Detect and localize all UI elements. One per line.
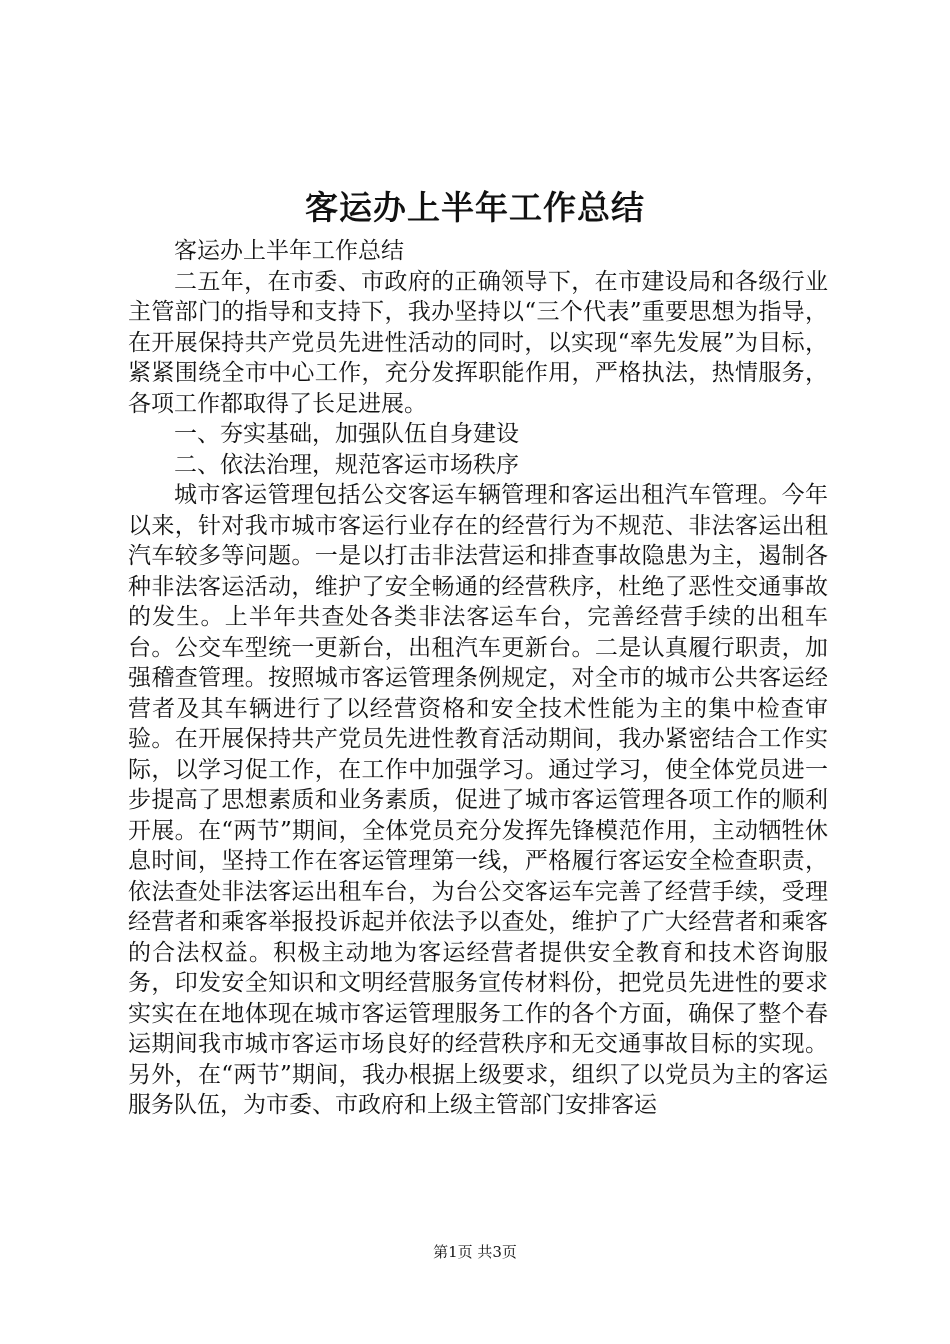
- paragraph-intro: 二五年，在市委、市政府的正确领导下，在市建设局和各级行业主管部门的指导和支持下，我办坚持以“三个代表”重要思想为指导，在开展保持共产党员先进性活动的同时，以实现“率先发展”为目标，紧紧围绕全市中心工作，充分发挥职能作用，严格执法，热情服务，各项工作都取得了长足进展。: [128, 268, 828, 417]
- section-heading-2: 二、依法治理，规范客运市场秩序: [174, 451, 519, 478]
- document-title: 客运办上半年工作总结: [305, 188, 645, 227]
- section-heading-1: 一、夯实基础，加强队伍自身建设: [174, 421, 519, 447]
- page-footer: 第1页 共3页: [433, 1243, 517, 1261]
- document-body: [128, 236, 828, 1121]
- paragraph-subtitle: 客运办上半年工作总结: [174, 238, 404, 264]
- paragraph-body: 城市客运管理包括公交客运车辆管理和客运出租汽车管理。今年以来，针对我市城市客运行业存在的经营行为不规范、非法客运出租汽车较多等问题。一是以打击非法营运和排查事故隐患为主，遏制各种非法客运活动，维护了安全畅通的经营秩序，杜绝了恶性交通事故的发生。上半年共查处各类非法客运车台，完善经营手续的出租车台。公交车型统一更新台，出租汽车更新台。二是认真履行职责，加强稽查管理。按照城市客运管理条例规定，对全市的城市公共客运经营者及其车辆进行了以经营资格和安全技术性能为主的集中检查审验。在开展保持共产党员先进性教育活动期间，我办紧密结合工作实际，以学习促工作，在工作中加强学习。通过学习，使全体党员进一步提高了思想素质和业务素质，促进了城市客运管理各项工作的顺利开展。在“两节”期间，全体党员充分发挥先锋模范作用，主动牺牲休息时间，坚持工作在客运管理第一线，严格履行客运安全检查职责，依法查处非法客运出租车台，为台公交客运车完善了经营手续，受理经营者和乘客举报投诉起并依法予以查处，维护了广大经营者和乘客的合法权益。积极主动地为客运经营者提供安全教育和技术咨询服务，印发安全知识和文明经营服务宣传材料份，把党员先进性的要求实实在在地体现在城市客运管理服务工作的各个方面，确保了整个春运期间我市城市客运市场良好的经营秩序和无交通事故目标的实现。另外，在“两节”期间，我办根据上级要求，组织了以党员为主的客运服务队伍，为市委、市政府和上级主管部门安排客运: [128, 482, 828, 1118]
